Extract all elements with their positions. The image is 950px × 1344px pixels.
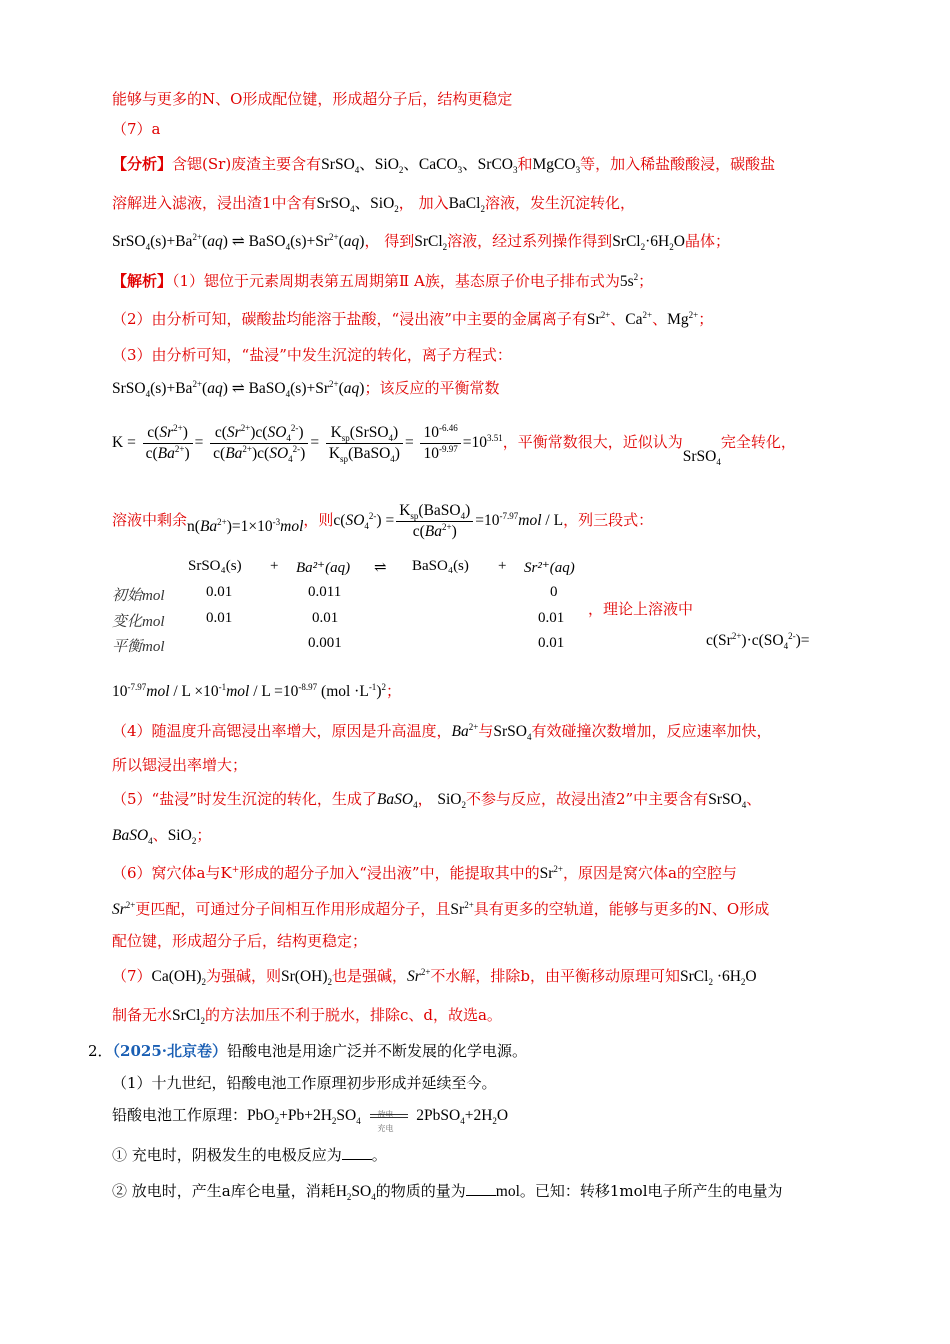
table-cell: 0.01	[206, 610, 233, 626]
table-cell: 0.01	[312, 610, 339, 626]
table-header-eq: ⇌	[374, 560, 387, 576]
ion-product-result: $10^{-7.97}mol / L \times 10^{-1}mol / L =10^{-8.97}$ $(mol \cdot L^{-1})^2$；	[112, 681, 401, 700]
explanation-4: （4）随温度升高锶浸出率增大，原因是升高温度，$Ba^{2+}$与SrSO$_4$有效碰撞次数增加，反应速率加快，	[112, 721, 772, 743]
table-header-ba: Ba²⁺(aq)	[296, 560, 351, 576]
explanation-5-b: BaSO$_4$、SiO$_2$；	[112, 826, 212, 847]
analysis-line-1: 【分析】含锶(Sr)废渣主要含有SrSO$_4$、SiO$_2$、CaCO$_3$、SrCO$_3$和MgCO$_3$等，加入稀盐酸酸浸，碳酸盐	[112, 155, 776, 176]
question-2-title: 2．（2025·北京卷）铅酸电池是用途广泛并不断发展的化学电源。	[88, 1042, 528, 1060]
explanation-6-c: 配位键，形成超分子后，结构更稳定；	[112, 932, 368, 950]
table-header-baso4: BaSO₄(s)	[412, 558, 469, 574]
question-2-q1: ① 充电时，阴极发生的电极反应为 。	[112, 1146, 387, 1164]
answer-7: （7）a	[112, 120, 161, 138]
explanation-7-b: 制备无水SrCl$_2$的方法加压不利于脱水，排除c、d，故选a。	[112, 1006, 502, 1027]
answer-blank[interactable]	[466, 1181, 496, 1196]
table-row-label: 变化mol	[112, 614, 165, 630]
table-header-plus-1: +	[270, 558, 279, 574]
explanation-3-remaining: 溶液中剩余$n(Ba^{2+})=1\times 10^{-3}mol$，则$c(SO_4^{2-})$ = $\frac{K_{sp}(BaSO_4)}{c(Ba^{2+})}$ $=10^{-7.97}mol / L$，列三段式：	[112, 501, 654, 540]
question-2-principle: 铅酸电池工作原理：$PbO_2+Pb+2H_2SO_4$ 放电 充电 $2PbSO_4+2H_2O$	[112, 1106, 509, 1133]
answer-blank[interactable]	[342, 1145, 372, 1160]
explanation-3: （3）由分析可知，“盐浸”中发生沉淀的转化，离子方程式：	[112, 346, 512, 364]
ion-product-expression: $c(Sr^{2+})\cdot c(SO_4^{2-})=$	[706, 630, 810, 652]
answer-6-tail: 能够与更多的N、O形成配位键，形成超分子后，结构更稳定	[112, 90, 513, 108]
explanation-1: 【解析】（1）锶位于元素周期表第五周期第Ⅱ A族，基态原子价电子排布式为$5s^2$；	[112, 271, 654, 290]
table-cell: 0.001	[308, 635, 342, 651]
analysis-line-2: 溶解进入滤液，浸出渣1中含有SrSO$_4$、SiO$_2$， 加入BaCl$_2$溶液，发生沉淀转化，	[112, 194, 635, 215]
analysis-line-3: $SrSO_4(s)+Ba^{2+}(aq)$ ⇌ $BaSO_4(s)+Sr^{2+}(aq)$， 得到SrCl$_2$溶液，经过系列操作得到$SrCl_2\cdot 6H_2O$晶体；	[112, 231, 730, 253]
explanation-5: （5）“盐浸”时发生沉淀的转化，生成了BaSO$_4$， SiO$_2$不参与反应，故浸出渣2”中主要含有SrSO$_4$、	[112, 790, 762, 811]
table-cell: 0.01	[538, 610, 565, 626]
table-cell: 0.011	[308, 584, 342, 600]
table-row-label: 平衡mol	[112, 639, 165, 655]
question-2-part-1: （1）十九世纪，铅酸电池工作原理初步形成并延续至今。	[112, 1074, 497, 1092]
equilibrium-constant-expression: K = $\frac{c(Sr^{2+})}{c(Ba^{2+})}$ = $\frac{c(Sr^{2+})c(SO_4^{2-})}{c(Ba^{2+})c(SO_4^{2-})}$ = $\frac{K_{sp}(SrSO_4)}{K_{sp}(BaSO_4)}$ = $\frac{10^{-6.46}}{10^{-9.97}}$ $=10^{3.51}$，平衡常数很大，近似认为SrSO$_4$完全转化，	[112, 422, 796, 468]
explanation-6: （6）窝穴体a与K+形成的超分子加入“浸出液”中，能提取其中的$Sr^{2+}$，原因是窝穴体a的空腔与	[112, 863, 737, 882]
table-row-label: 初始mol	[112, 588, 165, 604]
table-header-sr: Sr²⁺(aq)	[524, 560, 575, 576]
question-2-q2: ② 放电时，产生a库仑电量，消耗$H_2SO_4$的物质的量为 mol。已知：转移1mol电子所产生的电量为	[112, 1182, 783, 1203]
explanation-2: （2）由分析可知，碳酸盐均能溶于盐酸，“浸出液”中主要的金属离子有$Sr^{2+}$、$Ca^{2+}$、$Mg^{2+}$；	[112, 309, 714, 328]
table-header-srso4: SrSO₄(s)	[188, 558, 242, 574]
explanation-3-equation: $SrSO_4(s)+Ba^{2+}(aq)$ ⇌ $BaSO_4(s)+Sr^{2+}(aq)$；该反应的平衡常数	[112, 378, 500, 400]
table-header-plus-2: +	[498, 558, 507, 574]
explanation-6-b: $Sr^{2+}$更匹配，可通过分子间相互作用形成超分子，且$Sr^{2+}$具有更多的空轨道，能够与更多的N、O形成	[112, 899, 770, 918]
table-cell: 0.01	[538, 635, 565, 651]
explanation-4-b: 所以锶浸出率增大；	[112, 756, 248, 774]
explanation-7: $(7)Ca(OH)_2$为强碱，则$Sr(OH)_2$也是强碱，$Sr^{2+}$不水解，排除b，由平衡移动原理可知SrCl$_2$ $\cdot 6H_2O$	[112, 966, 757, 988]
table-cell: 0	[550, 584, 558, 600]
table-cell: 0.01	[206, 584, 233, 600]
reversible-arrow-icon: 放电 充电	[366, 1106, 412, 1126]
explanation-3-theory: ，理论上溶液中	[588, 600, 694, 618]
